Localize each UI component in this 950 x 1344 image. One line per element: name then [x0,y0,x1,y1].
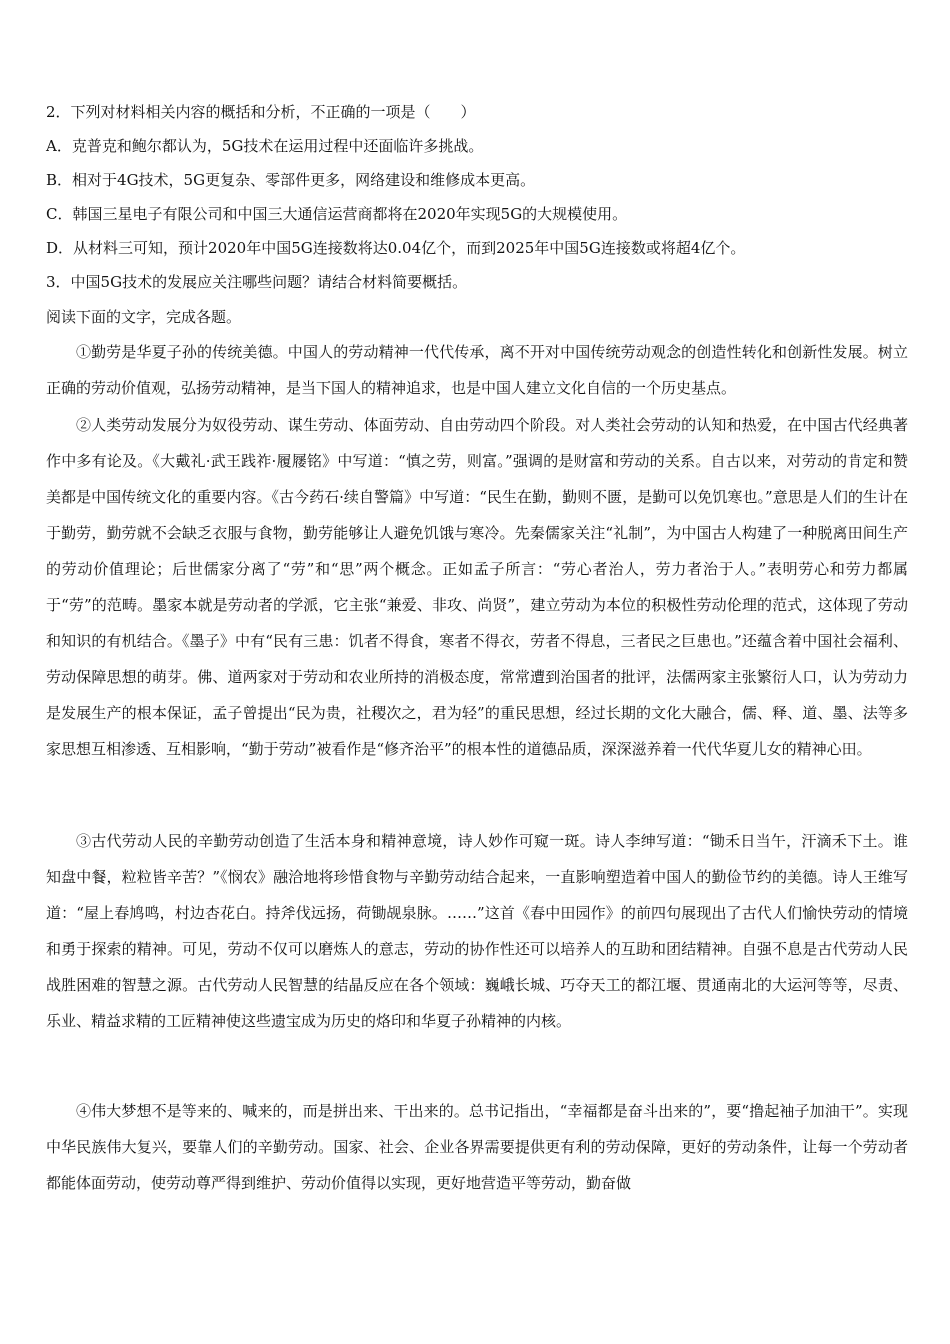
question-2-stem: 2．下列对材料相关内容的概括和分析，不正确的一项是（ ） [46,103,476,121]
option-a: A．克普克和鲍尔都认为，5G技术在运用过程中还面临许多挑战。 [46,137,484,155]
reading-instruction: 阅读下面的文字，完成各题。 [46,308,242,326]
option-c: C．韩国三星电子有限公司和中国三大通信运营商都将在2020年实现5G的大规模使用。 [46,205,628,223]
passage-paragraph-3: ③古代劳动人民的辛勤劳动创造了生活本身和精神意境，诗人妙作可窥一斑。诗人李绅写道：“锄禾日当午，汗滴禾下土。谁知盘中餐，粒粒皆辛苦？”《悯农》融洽地将珍惜食物与辛勤劳动结合起来，一直影响塑造着中国人的勤俭节约的美德。诗人王维写道：“屋上春鸠鸣，村边杏花白。持斧伐远扬，荷锄觇泉脉。……”这首《春中田园作》的前四句展现出了古代人们愉快劳动的情境和勇于探索的精神。可见，劳动不仅可以磨炼人的意志，劳动的协作性还可以培养人的互助和团结精神。自强不息是古代劳动人民战胜困难的智慧之源。古代劳动人民智慧的结晶反应在各个领域：巍峨长城、巧夺天工的都江堰、贯通南北的大运河等等，尽责、乐业、精益求精的工匠精神使这些遗宝成为历史的烙印和华夏子孙精神的内核。 [46,832,908,1030]
option-b: B．相对于4G技术，5G更复杂、零部件更多，网络建设和维修成本更高。 [46,171,536,189]
passage-paragraph-2: ②人类劳动发展分为奴役劳动、谋生劳动、体面劳动、自由劳动四个阶段。对人类社会劳动的认知和热爱，在中国古代经典著作中多有论及。《大戴礼·武王践祚·履屦铭》中写道：“慎之劳，则富。”强调的是财富和劳动的关系。自古以来，对劳动的肯定和赞美都是中国传统文化的重要内容。《古今药石·续自警篇》中写道：“民生在勤，勤则不匮，是勤可以免饥寒也。”意思是人们的生计在于勤劳，勤劳就不会缺乏衣服与食物，勤劳能够让人避免饥饿与寒冷。先秦儒家关注“礼制”，为中国古人构建了一种脱离田间生产的劳动价值理论；后世儒家分离了“劳”和“思”两个概念。正如孟子所言：“劳心者治人，劳力者治于人。”表明劳心和劳力都属于“劳”的范畴。墨家本就是劳动者的学派，它主张“兼爱、非攻、尚贤”，建立劳动为本位的积极性劳动伦理的范式，这体现了劳动和知识的有机结合。《墨子》中有“民有三患：饥者不得食，寒者不得衣，劳者不得息，三者民之巨患也。”还蕴含着中国社会福利、劳动保障思想的萌芽。佛、道两家对于劳动和农业所持的消极态度，常常遭到治国者的批评，法儒两家主张繁衍人口，认为劳动力是发展生产的根本保证，孟子曾提出“民为贵，社稷次之，君为轻”的重民思想，经过长期的文化大融合，儒、释、道、墨、法等多家思想互相渗透、互相影响，“勤于劳动”被看作是“修齐治平”的根本性的道德品质，深深滋养着一代代华夏儿女的精神心田。 [46,416,908,758]
option-d: D．从材料三可知，预计2020年中国5G连接数将达0.04亿个，而到2025年中国5G连接数或将超4亿个。 [46,239,746,257]
question-3-stem: 3．中国5G技术的发展应关注哪些问题？请结合材料简要概括。 [46,273,468,291]
passage-paragraph-4: ④伟大梦想不是等来的、喊来的，而是拼出来、干出来的。总书记指出，“幸福都是奋斗出来的”，要“撸起袖子加油干”。实现中华民族伟大复兴，要靠人们的辛勤劳动。国家、社会、企业各界需要提供更有利的劳动保障，更好的劳动条件，让每一个劳动者都能体面劳动，使劳动尊严得到维护、劳动价值得以实现，更好地营造平等劳动，勤奋做 [46,1102,908,1192]
passage-paragraph-1: ①勤劳是华夏子孙的传统美德。中国人的劳动精神一代代传承，离不开对中国传统劳动观念的创造性转化和创新性发展。树立正确的劳动价值观，弘扬劳动精神，是当下国人的精神追求，也是中国人建立文化自信的一个历史基点。 [46,343,908,397]
